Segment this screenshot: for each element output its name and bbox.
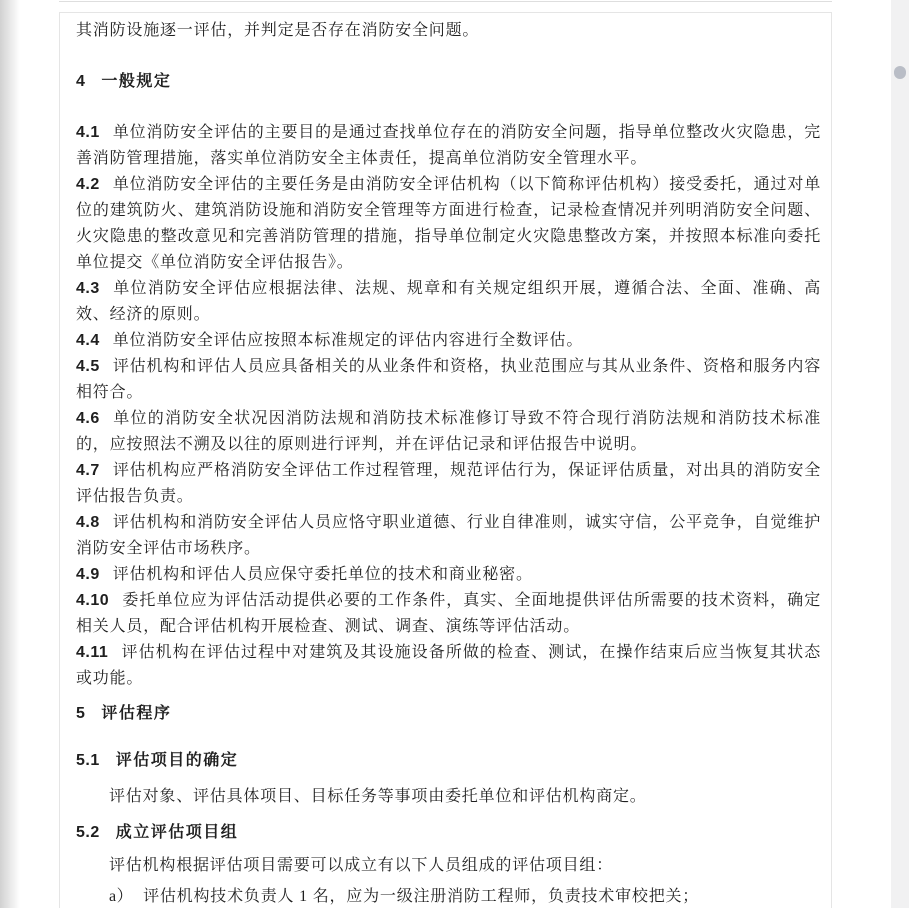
clause-text: 评估机构应严格消防安全评估工作过程管理，规范评估行为，保证评估质量，对出具的消防安全评估报告负责。 (76, 462, 821, 505)
list-item-marker: a） (109, 888, 134, 905)
clause-text: 评估机构和消防安全评估人员应恪守职业道德、行业自律准则，诚实守信，公平竞争，自觉维护消防安全评估市场秩序。 (76, 514, 821, 557)
clause-text: 评估机构和评估人员应保守委托单位的技术和商业秘密。 (112, 566, 533, 583)
subsection-title: 评估项目的确定 (115, 752, 239, 769)
paragraph-5-1-body: 评估对象、评估具体项目、目标任务等事项由委托单位和评估机构商定。 (109, 788, 647, 805)
clause-4-2 (76, 172, 821, 276)
clause-4-10 (76, 588, 821, 640)
clause-text: 单位消防安全评估应根据法律、法规、规章和有关规定组织开展，遵循合法、全面、准确、高效、经济的原则。 (76, 280, 821, 323)
clause-number: 4.9 (76, 566, 100, 583)
clause-4-5 (76, 354, 821, 406)
clause-text: 评估机构在评估过程中对建筑及其设施设备所做的检查、测试，在操作结束后应当恢复其状态或功能。 (76, 644, 821, 687)
clause-number: 4.11 (76, 644, 109, 661)
clause-4-1 (76, 120, 821, 172)
clause-number: 4.8 (76, 514, 100, 531)
subsection-number: 5.2 (76, 824, 100, 841)
clause-number: 4.7 (76, 462, 100, 479)
list-item-a (76, 884, 821, 908)
clause-4-7 (76, 458, 821, 510)
section-heading-4 (76, 69, 821, 95)
previous-page-bottom-edge (59, 0, 832, 2)
subsection-heading-5-1 (76, 748, 821, 774)
section-title: 评估程序 (101, 705, 172, 722)
page-content (60, 13, 831, 908)
subsection-title: 成立评估项目组 (115, 824, 239, 841)
clause-text: 单位的消防安全状况因消防法规和消防技术标准修订导致不符合现行消防法规和消防技术标准的，应按照法不溯及以往的原则进行评判，并在评估记录和评估报告中说明。 (76, 410, 821, 453)
clause-text: 委托单位应为评估活动提供必要的工作条件，真实、全面地提供评估所需要的技术资料，确定相关人员，配合评估机构开展检查、测试、调查、演练等评估活动。 (76, 592, 821, 635)
clause-number: 4.1 (76, 124, 100, 141)
section-number: 4 (76, 73, 86, 90)
section-number: 5 (76, 705, 86, 722)
clause-text: 单位消防安全评估的主要任务是由消防安全评估机构（以下简称评估机构）接受委托，通过对单位的建筑防火、建筑消防设施和消防安全管理等方面进行检查，记录检查情况并列明消防安全问题、火灾隐患的整改意见和完善消防管理的措施，指导单位制定火灾隐患整改方案，并按照本标准向委托单位提交《单位消防安全评估报告》。 (76, 176, 821, 271)
viewport-left-shadow (0, 0, 20, 908)
subsection-heading-5-2 (76, 820, 821, 846)
clause-4-11 (76, 640, 821, 692)
clause-number: 4.3 (76, 280, 100, 297)
clause-4-9 (76, 562, 821, 588)
paragraph-5-2-body: 评估机构根据评估项目需要可以成立有以下人员组成的评估项目组： (109, 857, 614, 874)
clause-4-6 (76, 406, 821, 458)
scrollbar-track[interactable] (891, 0, 909, 908)
clause-number: 4.6 (76, 410, 100, 427)
clause-number: 4.4 (76, 332, 100, 349)
clause-4-8 (76, 510, 821, 562)
clause-text: 单位消防安全评估的主要目的是通过查找单位存在的消防安全问题，指导单位整改火灾隐患，完善消防管理措施，落实单位消防安全主体责任，提高单位消防安全管理水平。 (76, 124, 821, 167)
clause-number: 4.5 (76, 358, 100, 375)
clause-number: 4.10 (76, 592, 110, 609)
clause-4-4 (76, 328, 821, 354)
clause-4-3 (76, 276, 821, 328)
paragraph-continuation: 其消防设施逐一评估，并判定是否存在消防安全问题。 (76, 22, 480, 39)
clause-number: 4.2 (76, 176, 100, 193)
section-title: 一般规定 (101, 73, 172, 90)
subsection-number: 5.1 (76, 752, 100, 769)
list-item-text: 评估机构技术负责人 1 名，应为一级注册消防工程师，负责技术审校把关； (143, 888, 700, 905)
clause-text: 单位消防安全评估应按照本标准规定的评估内容进行全数评估。 (112, 332, 584, 349)
clause-text: 评估机构和评估人员应具备相关的从业条件和资格，执业范围应与其从业条件、资格和服务内容相符合。 (76, 358, 821, 401)
document-page (59, 12, 832, 908)
section-heading-5 (76, 701, 821, 727)
scrollbar-thumb[interactable] (894, 66, 906, 79)
